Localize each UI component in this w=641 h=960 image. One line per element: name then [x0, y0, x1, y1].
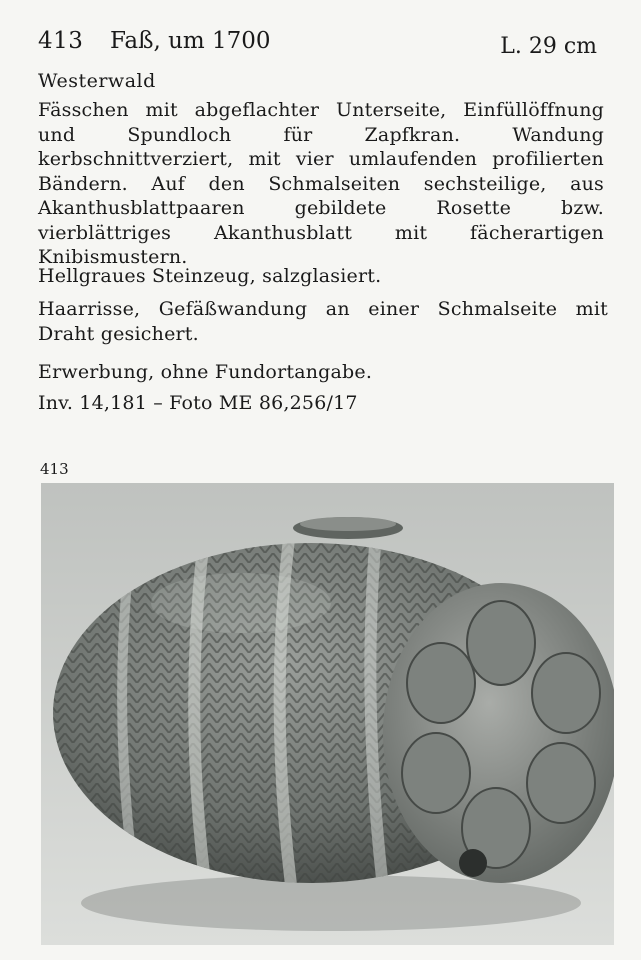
description-paragraph: Fässchen mit abgeflachter Unterseite, Einfüllöffnung und Spundloch für Zapfkran. Wandung kerbschnittverziert, mit vier umlaufenden profilierten Bändern. Auf den Schmalseiten sechsteilige, aus Akanthusblattpaaren gebildete Rosette bzw. vierblättriges Akanthusblatt mit fächerartigen Knibismustern. [38, 99, 604, 268]
acquisition-line: Erwerbung, ohne Fundortangabe. [38, 361, 373, 383]
barrel-photograph [41, 483, 614, 945]
entry-header [38, 28, 597, 60]
catalog-number: 413 [38, 28, 84, 54]
barrel-illustration [41, 483, 614, 945]
object-length: L. 29 cm [500, 34, 597, 59]
origin-label: Westerwald [38, 70, 156, 92]
inventory-line: Inv. 14,181 – Foto ME 86,256/17 [38, 392, 358, 414]
figure-label: 413 [40, 460, 69, 478]
entry-title: Faß, um 1700 [110, 28, 271, 54]
condition-line: Haarrisse, Gefäßwandung an einer Schmalseite mit Draht gesichert. [38, 298, 608, 345]
bung-hole [459, 849, 487, 877]
material-line: Hellgraues Steinzeug, salzglasiert. [38, 265, 382, 287]
